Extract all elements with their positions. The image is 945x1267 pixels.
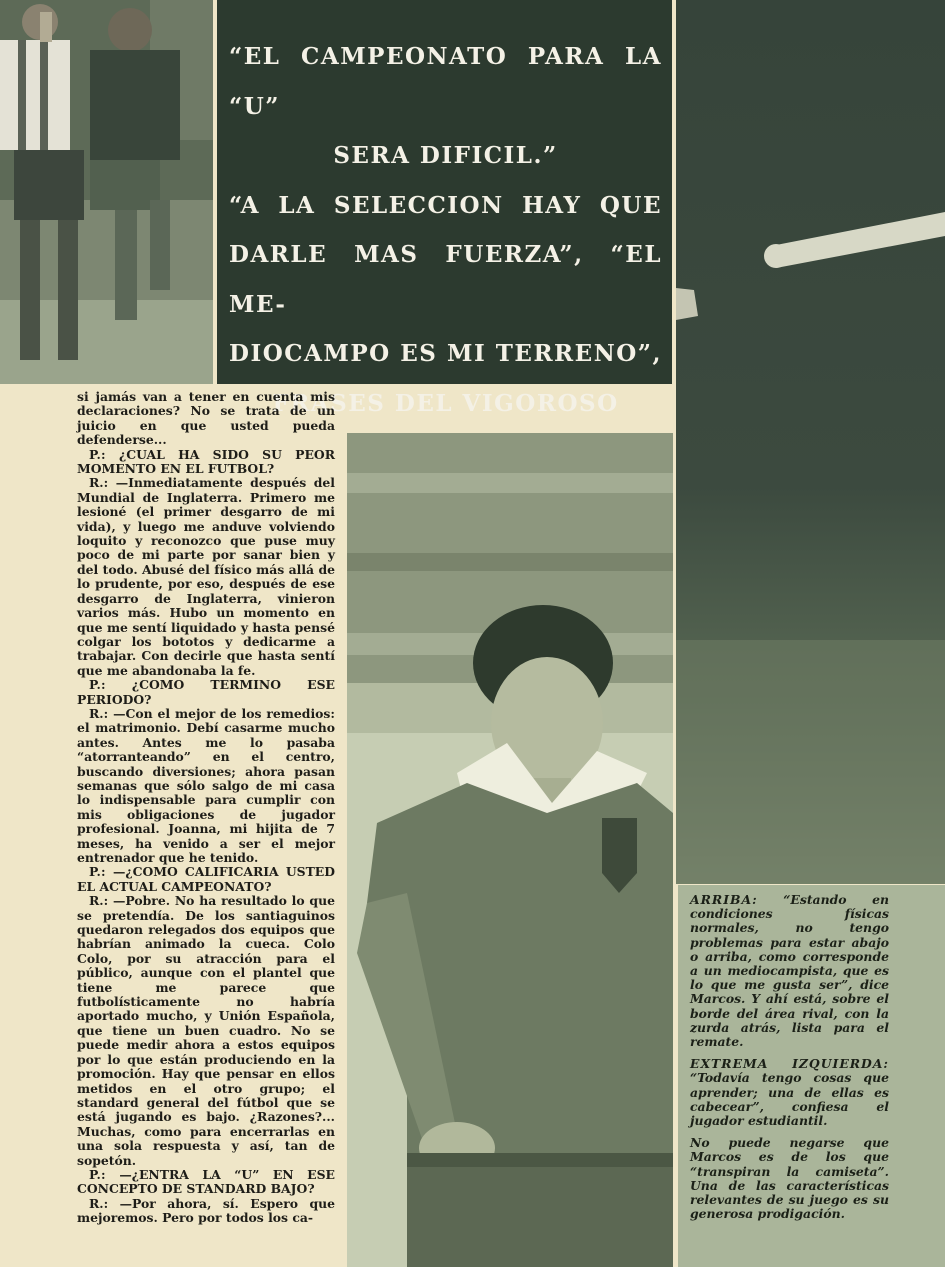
answer-1 (77, 476, 335, 678)
question-1 (77, 448, 335, 477)
question-label: P.: (89, 446, 106, 462)
caption-arriba (690, 893, 889, 1049)
caption-text: “Todavía tengo cosas que aprender; una de ellas es cabecear”, confiesa el jugador estudiantil. (690, 1070, 889, 1129)
question-text: ¿COMO TERMINO ESE PERIODO? (77, 677, 335, 707)
answer-label: R.: (89, 893, 109, 909)
headline-box (217, 0, 672, 417)
answer-2 (77, 707, 335, 865)
caption-extrema-izquierda (690, 1057, 889, 1128)
photo-captions (678, 885, 945, 1267)
action-photo-right (676, 0, 945, 884)
answer-text: —Inmediatamente después del Mundial de Inglaterra. Primero me lesioné (el primer desgarro de mi vida), y luego me anduve volviendo loquito y reconozco que puse muy poco de mi parte por sanar bien y del todo. Abusé del físico más allá de lo prudente, por eso, después de ese desgarro de Inglaterra, vinieron varios más. Hubo un momento en que me sentí liquidado y hasta pensé colgar los bototos y dedicarme a trabajar. Con decirle que hasta sentí que me abandonaba la fe. (77, 475, 335, 678)
answer-4 (77, 1197, 335, 1226)
answer-text: —Por ahora, sí. Espero que mejoremos. Pero por todos los ca- (77, 1195, 335, 1226)
action-photo-top-left (0, 0, 213, 384)
caption-label: ARRIBA: (690, 892, 758, 907)
question-label: P.: (89, 1166, 106, 1182)
question-text: —¿COMO CALIFICARIA USTED EL ACTUAL CAMPEONATO? (77, 864, 335, 894)
question-2 (77, 678, 335, 707)
headline-line: FRASES DEL VIGOROSO (272, 389, 619, 417)
question-label: P.: (89, 677, 106, 693)
headline-line: DIOCAMPO ES MI TERRENO”, (229, 340, 662, 367)
answer-label: R.: (89, 1195, 109, 1211)
question-text: ¿CUAL HA SIDO SU PEOR MOMENTO EN EL FUTBOL? (77, 446, 335, 477)
caption-label: EXTREMA IZQUIERDA: (690, 1056, 889, 1072)
question-text: —¿ENTRA LA “U” EN ESE CONCEPTO DE STANDARD BAJO? (77, 1166, 335, 1197)
answer-label: R.: (89, 705, 109, 721)
question-3 (77, 865, 335, 894)
question-4 (77, 1168, 335, 1197)
headline-line: DARLE MAS FUERZA”, “EL ME- (229, 241, 662, 318)
answer-3 (77, 894, 335, 1168)
answer-text: —Pobre. No ha resultado lo que se pretendía. De los santiaguinos quedaron relegados dos equipos que habrían animado la cueca. Colo Colo, por su atracción para el público, aunque con el plantel que tiene me parece que futbolísticamente no habría aportado mucho, y Unión Española, que tiene un buen cuadro. No se puede medir ahora a estos equipos por lo que están produciendo en la promoción. Hay que pensar en ellos metidos en el otro grupo; el standard general del fútbol que se está jugando es bajo. ¿Razones?... Muchas, como para encerrarlas en una sola respuesta y así, tan de sopetón. (77, 893, 335, 1168)
headline-line: “EL CAMPEONATO PARA LA “U” (229, 43, 662, 120)
answer-text: —Con el mejor de los remedios: el matrimonio. Debí casarme mucho antes. Antes me lo pasaba “atorranteando” en el centro, buscando diversiones; ahora pasan semanas que sólo salgo de mi casa lo indispensable para cumplir con mis obligaciones de jugador profesional. Joanna, mi hijita de 7 meses, ha venido a ser el mejor entrenador que he tenido. (77, 705, 335, 865)
answer-label: R.: (89, 475, 109, 491)
caption-third: No puede negarse que Marcos es de los que “transpiran la camiseta”. Una de las características relevantes de su juego es su generosa prodigación. (690, 1135, 889, 1222)
caption-text: “Estando en condiciones físicas normales, no tengo problemas para estar abajo o arriba, como corresponde a un mediocampista, que es lo que me gusta ser”, dice Marcos. Y ahí está, sobre el borde del área rival, con la zurda atrás, lista para el remate. (690, 892, 889, 1050)
article-intro: si jamás van a tener en cuenta mis declaraciones? No se trata de un juicio en que usted pueda defenderse... (77, 389, 335, 448)
headline-line: “A LA SELECCION HAY QUE (229, 191, 662, 219)
headline-line: SERA DIFICIL.” (333, 142, 558, 169)
player-portrait-photo (347, 433, 673, 1267)
interview-article (77, 390, 335, 1226)
question-label: P.: (89, 864, 106, 880)
